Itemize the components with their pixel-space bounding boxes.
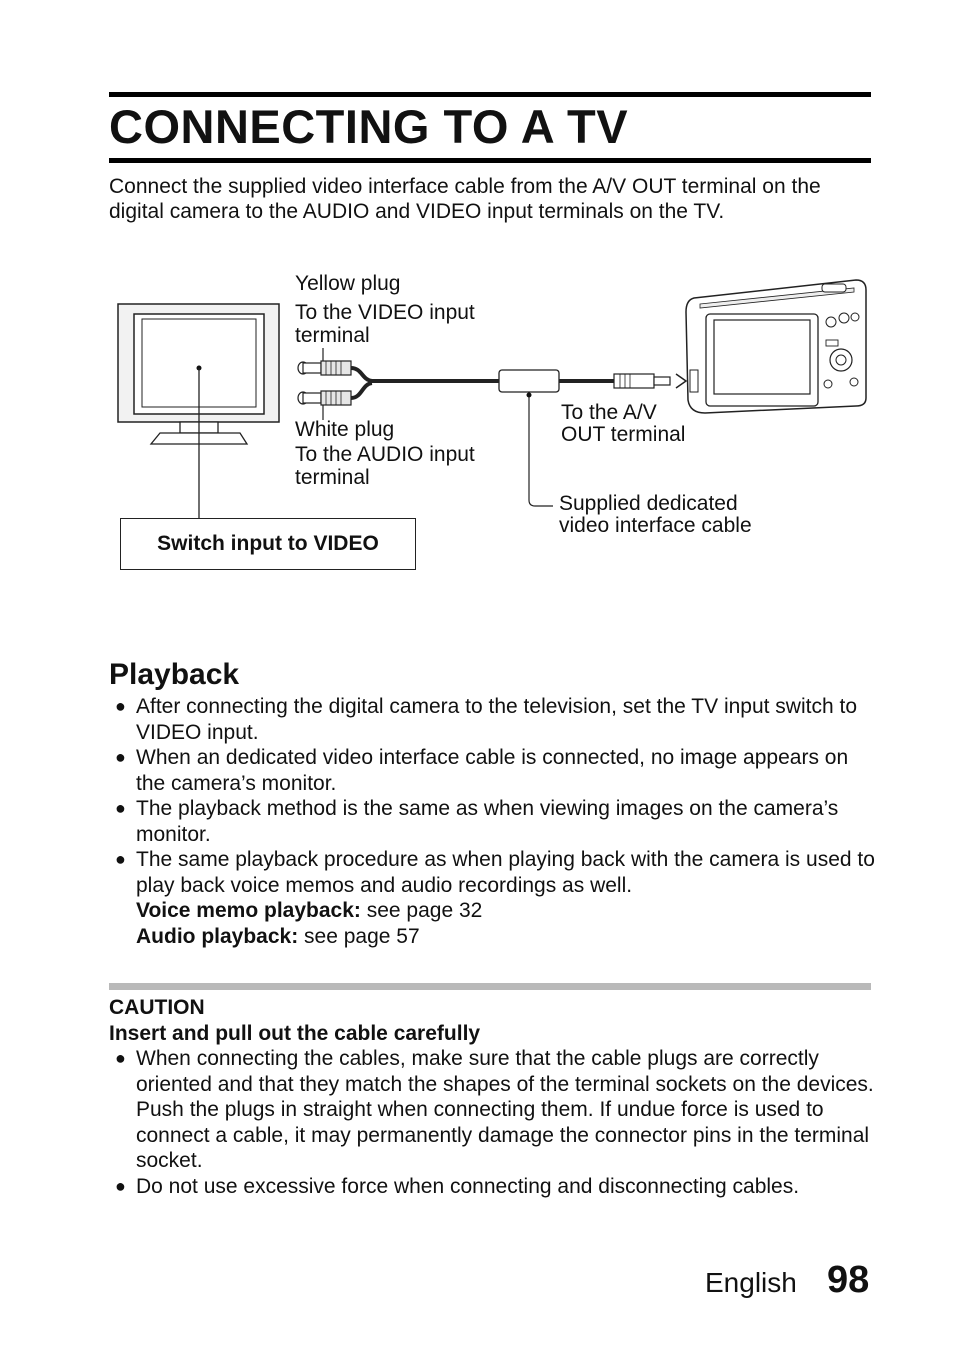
white-plug-illustration — [298, 391, 351, 405]
av-out-label: To the A/V — [561, 401, 657, 424]
video-input-label: To the VIDEO input — [295, 301, 475, 324]
list-item: ● After connecting the digital camera to the television, set the TV input switch to VIDEO input. — [115, 695, 858, 744]
cable-label-2: video interface cable — [559, 514, 752, 537]
playback-heading: Playback — [109, 658, 240, 691]
video-input-label-2: terminal — [295, 324, 370, 347]
list-item: ● The playback method is the same as when viewing images on the camera’s monitor. — [115, 797, 839, 846]
yellow-plug-label: Yellow plug — [295, 272, 401, 295]
list-item: ● Do not use excessive force when connecting and disconnecting cables. — [115, 1174, 800, 1198]
page-number: 98 — [827, 1259, 870, 1301]
audio-input-label-2: terminal — [295, 466, 370, 489]
caution-heading: CAUTION — [109, 996, 205, 1019]
caution-subheading: Insert and pull out the cable carefully — [109, 1022, 481, 1045]
bullet-icon: ● — [115, 849, 126, 869]
caution-divider — [109, 983, 871, 990]
bullet-icon: ● — [115, 1175, 126, 1196]
playback-list — [109, 694, 879, 949]
camera-illustration — [686, 280, 866, 413]
connection-diagram — [0, 250, 954, 590]
yellow-plug-illustration — [298, 361, 351, 375]
list-item: ● The same playback procedure as when playing back with the camera is used to play back voice memos and audio recordings as well. Voice memo playback: see page 32 Audio playback: see page 57 — [109, 847, 879, 949]
switch-input-callout: Switch input to VIDEO — [120, 518, 416, 570]
bullet-icon: ● — [115, 747, 126, 767]
list-item: ● When an dedicated video interface cable is connected, no image appears on the camera’s monitor. — [115, 746, 849, 795]
av-out-label-2: OUT terminal — [561, 423, 686, 446]
intro-paragraph: Connect the supplied video interface cable from the A/V OUT terminal on the digital camera to the AUDIO and VIDEO input terminals on the TV. — [109, 175, 821, 223]
title-rule-top — [109, 92, 871, 97]
footer-language: English — [705, 1267, 797, 1298]
bullet-icon: ● — [115, 1048, 126, 1068]
cable-illustration — [351, 368, 670, 398]
title-rule-bottom — [109, 158, 871, 163]
caution-list — [109, 1046, 879, 1199]
list-item: ● When connecting the cables, make sure that the cable plugs are correctly oriented and that they match the shapes of the terminal sockets on the devices. Push the plugs in straight when connecting them. If undue force is used to connect a cable, it may permanently damage the connector pins in the terminal socket. — [115, 1047, 874, 1172]
white-plug-label: White plug — [295, 418, 395, 441]
bullet-icon: ● — [115, 696, 126, 716]
voice-memo-ref: Voice memo playback: see page 32 — [136, 899, 483, 922]
audio-input-label: To the AUDIO input — [295, 443, 475, 466]
audio-playback-ref: Audio playback: see page 57 — [136, 924, 420, 948]
bullet-icon: ● — [115, 798, 126, 818]
cable-label: Supplied dedicated — [559, 492, 738, 515]
page-title: CONNECTING TO A TV — [109, 100, 629, 153]
